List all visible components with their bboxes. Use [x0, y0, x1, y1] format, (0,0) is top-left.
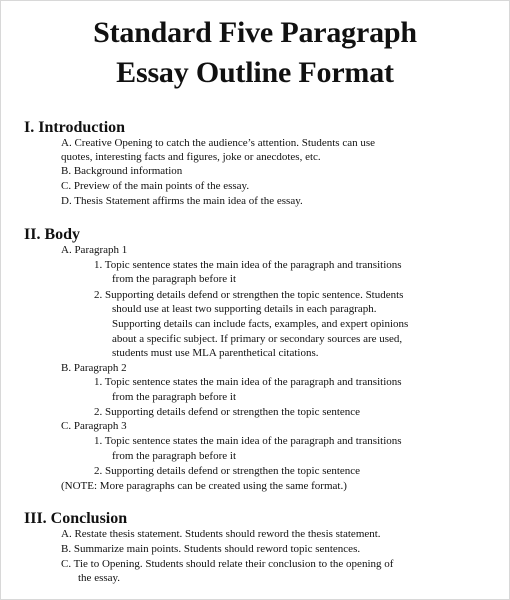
intro-item-c: C. Preview of the main points of the essay. [61, 180, 250, 192]
intro-item-b: B. Background information [61, 165, 183, 177]
body-p2-item-2: 2. Supporting details defend or strengthen the topic sentence [94, 406, 361, 418]
document-title-line-2: Essay Outline Format [116, 56, 394, 89]
section-heading-conclusion: III. Conclusion [24, 510, 128, 527]
body-p3-item-1-cont: from the paragraph before it [112, 450, 236, 462]
body-p1-item-2-cont-4: students must use MLA parenthetical citations. [112, 347, 319, 359]
body-p1-item-2-cont-2: Supporting details can include facts, examples, and expert opinions [112, 318, 409, 330]
body-p3-item-2: 2. Supporting details defend or strengthen the topic sentence [94, 465, 361, 477]
body-p1-item-1: 1. Topic sentence states the main idea of the paragraph and transitions [94, 259, 402, 271]
body-paragraph-2-label: B. Paragraph 2 [61, 362, 127, 374]
conclusion-item-c-cont: the essay. [78, 572, 121, 584]
body-paragraph-3-label: C. Paragraph 3 [61, 420, 127, 432]
body-p2-item-1: 1. Topic sentence states the main idea of the paragraph and transitions [94, 376, 402, 388]
document-title-line-1: Standard Five Paragraph [93, 16, 417, 49]
body-p2-item-1-cont: from the paragraph before it [112, 391, 236, 403]
intro-item-a: A. Creative Opening to catch the audience’s attention. Students can use [61, 137, 376, 149]
body-p1-item-1-cont: from the paragraph before it [112, 273, 236, 285]
conclusion-item-b: B. Summarize main points. Students should reword topic sentences. [61, 543, 361, 555]
conclusion-item-a: A. Restate thesis statement. Students should reword the thesis statement. [61, 528, 381, 540]
section-heading-body: II. Body [24, 226, 81, 243]
body-paragraph-1-label: A. Paragraph 1 [61, 244, 128, 256]
body-p1-item-2-cont-3: about a specific subject. If primary or secondary sources are used, [112, 333, 403, 345]
body-p1-item-2: 2. Supporting details defend or strengthen the topic sentence. Students [94, 289, 404, 301]
body-note: (NOTE: More paragraphs can be created using the same format.) [61, 480, 347, 492]
body-p1-item-2-cont-1: should use at least two supporting details in each paragraph. [112, 303, 377, 315]
intro-item-d: D. Thesis Statement affirms the main idea of the essay. [61, 195, 303, 207]
intro-item-a-cont: quotes, interesting facts and figures, joke or anecdotes, etc. [61, 151, 321, 163]
conclusion-item-c: C. Tie to Opening. Students should relate their conclusion to the opening of [61, 558, 394, 570]
section-heading-introduction: I. Introduction [24, 119, 126, 136]
body-p3-item-1: 1. Topic sentence states the main idea of the paragraph and transitions [94, 435, 402, 447]
